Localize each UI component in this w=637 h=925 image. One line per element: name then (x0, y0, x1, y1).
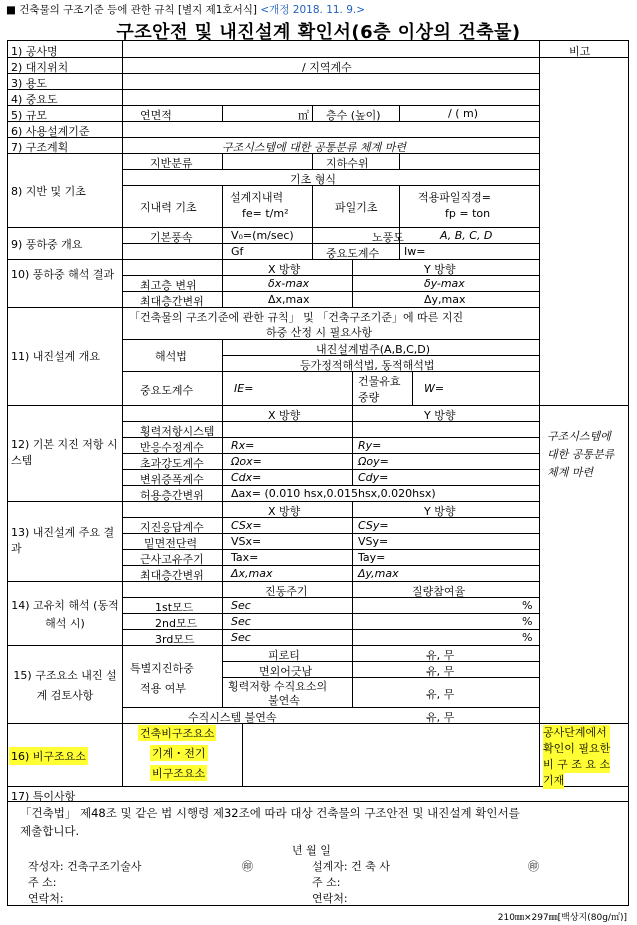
pile-diameter-label: 적용파일직경= (418, 191, 491, 204)
designer-seal: ㊞ (528, 860, 539, 873)
label-design-code: 6) 사용설계기준 (11, 125, 90, 138)
vertical-discontinuity-yn: 유, 무 (426, 688, 455, 701)
out-of-plane-label: 면외어긋남 (259, 665, 313, 678)
max-drift-x: Δx,max (268, 293, 310, 306)
omega-x-value: Ωox= (231, 455, 262, 468)
label-importance: 4) 중요도 (11, 93, 58, 106)
label-use: 3) 용도 (11, 77, 48, 90)
v0-value: V₀=(m/sec) (231, 229, 294, 242)
tax-value: Tax= (231, 551, 259, 564)
max-drift-label: 최대층간변위 (140, 295, 204, 308)
mep-nonstructural-2: 비구조요소 (152, 767, 206, 780)
label-wind-load: 9) 풍하중 개요 (11, 238, 83, 251)
floors-height-label: 층수 (높이) (326, 109, 381, 122)
label-remarks: 비고 (569, 45, 591, 58)
label-structural-plan: 7) 구조계획 (11, 141, 69, 154)
label-nonstructural: 16) 비구조요소 (9, 747, 88, 765)
label-seismic-overview: 11) 내진설계 개요 (11, 350, 101, 363)
period-header: 진동주기 (265, 585, 308, 598)
exposure-value: A, B, C, D (440, 229, 493, 242)
label-project-name: 1) 공사명 (11, 45, 58, 58)
mode-3-label: 3rd모드 (155, 633, 195, 646)
allowable-drift-value: Δax= (0.010 hsx,0.015hsx,0.020hsx) (231, 487, 436, 500)
y-direction: Y 방향 (424, 505, 456, 518)
exposure-label: 노풍도 (372, 231, 404, 244)
page-title: 구조안전 및 내진설계 확인서(6층 이상의 건축물) (116, 22, 521, 43)
vsx-value: VSx= (231, 535, 262, 548)
label-element-review: 15) 구조요소 내진 설계 검토사항 (13, 669, 117, 702)
statement-line1: 「건축법」 제48조 및 같은 법 시행령 제32조에 따라 대상 건축물의 구조안전 및 내진설계 확인서를 (20, 806, 520, 820)
seismic-category: 내진설계범주(A,B,C,D) (316, 343, 431, 356)
mass-participation-header: 질량참여율 (412, 585, 466, 598)
label-seismic-system: 12) 기본 지진 저항 시스템 (11, 438, 118, 467)
label-seismic-results: 13) 내진설계 주요 결과 (11, 526, 115, 555)
top-displacement-label: 최고층 변위 (140, 279, 197, 292)
design-bearing-label: 설계지내력 (230, 191, 284, 204)
writer-label: 작성자: 건축구조기술사 (28, 860, 142, 873)
max-drift-y: Δy,max (424, 293, 466, 306)
writer-contact: 연락처: (28, 892, 64, 905)
seismic-note-line1: 「건축물의 구조기준에 관한 규칙」 및 「건축구조기준」에 따른 지진 (129, 311, 464, 324)
drift-y-value: Δy,max (358, 567, 399, 580)
soil-class-label: 지반분류 (150, 157, 193, 170)
rx-value: Rx= (231, 439, 255, 452)
label-ground-foundation: 8) 지반 및 기초 (11, 185, 86, 198)
label-special-notes: 17) 특이사항 (11, 790, 76, 803)
max-drift-label: 최대층간변위 (140, 569, 204, 582)
writer-address: 주 소: (28, 876, 57, 889)
basic-wind-speed-label: 기본풍속 (150, 231, 193, 244)
x-direction: X 방향 (268, 409, 301, 422)
special-seismic-load-label: 특별지진하중 (130, 662, 194, 675)
y-direction: Y 방향 (424, 263, 456, 276)
bearing-foundation-label: 지내력 기초 (140, 201, 197, 214)
mep-nonstructural-1: 기계・전기 (152, 747, 206, 760)
label-wind-result: 10) 풍하중 해석 결과 (11, 268, 115, 281)
piloti-yn: 유, 무 (426, 649, 455, 662)
vertical-discontinuity-label-1: 횡력저항 수직요소의 (228, 680, 328, 693)
statement-line2: 제출합니다. (20, 824, 80, 838)
vertical-system-label: 수직시스템 불연속 (188, 711, 277, 724)
zone-factor: / 지역계수 (302, 61, 352, 74)
revision-note: <개정 2018. 11. 9.> (260, 4, 366, 16)
piloti-label: 피로티 (268, 649, 300, 662)
design-bearing-value: fe= t/m² (242, 207, 289, 220)
mode-2-period: Sec (231, 615, 251, 628)
seismic-system-remark: 구조시스템에 대한 공통분류 체계 마련 (547, 430, 615, 479)
mode-2-label: 2nd모드 (155, 617, 198, 630)
allowable-drift-label: 허용층간변위 (140, 489, 204, 502)
pile-foundation-label: 파일기초 (335, 201, 378, 214)
analysis-method-value: 등가정적해석법, 동적해석법 (300, 359, 435, 372)
vertical-discontinuity-label-2: 불연속 (268, 694, 300, 707)
tay-value: Tay= (358, 551, 386, 564)
iw-value: Iw= (404, 245, 426, 258)
mode-1-percent: % (522, 599, 533, 612)
x-direction: X 방향 (268, 263, 301, 276)
ground-water-label: 지하수위 (326, 157, 369, 170)
importance-factor-label: 중요도계수 (326, 247, 380, 260)
top-displacement-x: δx-max (268, 277, 310, 290)
w-value: W= (424, 382, 445, 395)
response-coefficient-label: 지진응답계수 (140, 521, 204, 534)
cdy-value: Cdy= (358, 471, 389, 484)
designer-contact: 연락처: (312, 892, 348, 905)
csy-value: CSy= (358, 519, 389, 532)
approx-period-label: 근사고유주기 (140, 553, 204, 566)
seismic-note-line2: 하중 산정 시 필요사항 (266, 326, 373, 339)
overstrength-label: 초과강도계수 (140, 457, 204, 470)
form-header: ■ 건축물의 구조기준 등에 관한 규칙 [별지 제1호서식] <개정 2018. 11. 9.> (6, 4, 366, 16)
drift-x-value: Δx,max (231, 567, 273, 580)
label-scale: 5) 규모 (11, 109, 48, 122)
mode-2-percent: % (522, 615, 533, 628)
out-of-plane-yn: 유, 무 (426, 665, 455, 678)
omega-y-value: Ωoy= (358, 455, 389, 468)
mode-3-percent: % (522, 631, 533, 644)
lateral-system-label: 횡력저항시스템 (140, 425, 215, 438)
effective-weight-label-2: 중량 (358, 391, 380, 404)
ry-value: Ry= (358, 439, 382, 452)
architectural-nonstructural: 건축비구조요소 (140, 727, 215, 740)
structural-plan-value: 구조시스템에 대한 공통분류 체계 마련 (222, 141, 407, 154)
mode-1-label: 1st모드 (155, 601, 194, 614)
pile-capacity-value: fp = ton (445, 207, 491, 220)
label-site-location: 2) 대지위치 (11, 61, 69, 74)
total-floor-area-label: 연면적 (140, 109, 172, 122)
applicability-label: 적용 여부 (140, 682, 187, 695)
designer-address: 주 소: (312, 876, 341, 889)
mode-3-period: Sec (231, 631, 251, 644)
response-factor-label: 반응수정계수 (140, 441, 204, 454)
ie-value: IE= (234, 382, 254, 395)
vsy-value: VSy= (358, 535, 389, 548)
top-displacement-y: δy-max (424, 277, 465, 290)
paper-spec: 210㎜×297㎜[백상지(80g/㎡)] (497, 913, 627, 923)
nonstructural-remark: 공사단계에서 확인이 필요한 비 구 조 요 소 기재 (543, 726, 611, 787)
analysis-method-label: 해석법 (155, 350, 187, 363)
base-shear-label: 밑면전단력 (144, 537, 198, 550)
foundation-type-label: 기초 형식 (290, 173, 337, 186)
label-eigenvalue: 14) 고유치 해석 (동적해석 시) (11, 599, 119, 630)
designer-label: 설계자: 건 축 사 (312, 860, 390, 873)
x-direction: X 방향 (268, 505, 301, 518)
writer-seal: ㊞ (242, 860, 253, 873)
mode-1-period: Sec (231, 599, 251, 612)
cdx-value: Cdx= (231, 471, 262, 484)
seismic-importance-label: 중요도계수 (140, 384, 194, 397)
gust-factor: Gf (231, 245, 244, 258)
floors-value: / ( m) (448, 107, 478, 120)
csx-value: CSx= (231, 519, 262, 532)
effective-weight-label-1: 건물유효 (358, 375, 401, 388)
vertical-system-yn: 유, 무 (426, 711, 455, 724)
deflection-factor-label: 변위증폭계수 (140, 473, 204, 486)
y-direction: Y 방향 (424, 409, 456, 422)
date-field: 년 월 일 (292, 844, 331, 857)
area-unit: ㎡ (298, 109, 309, 122)
